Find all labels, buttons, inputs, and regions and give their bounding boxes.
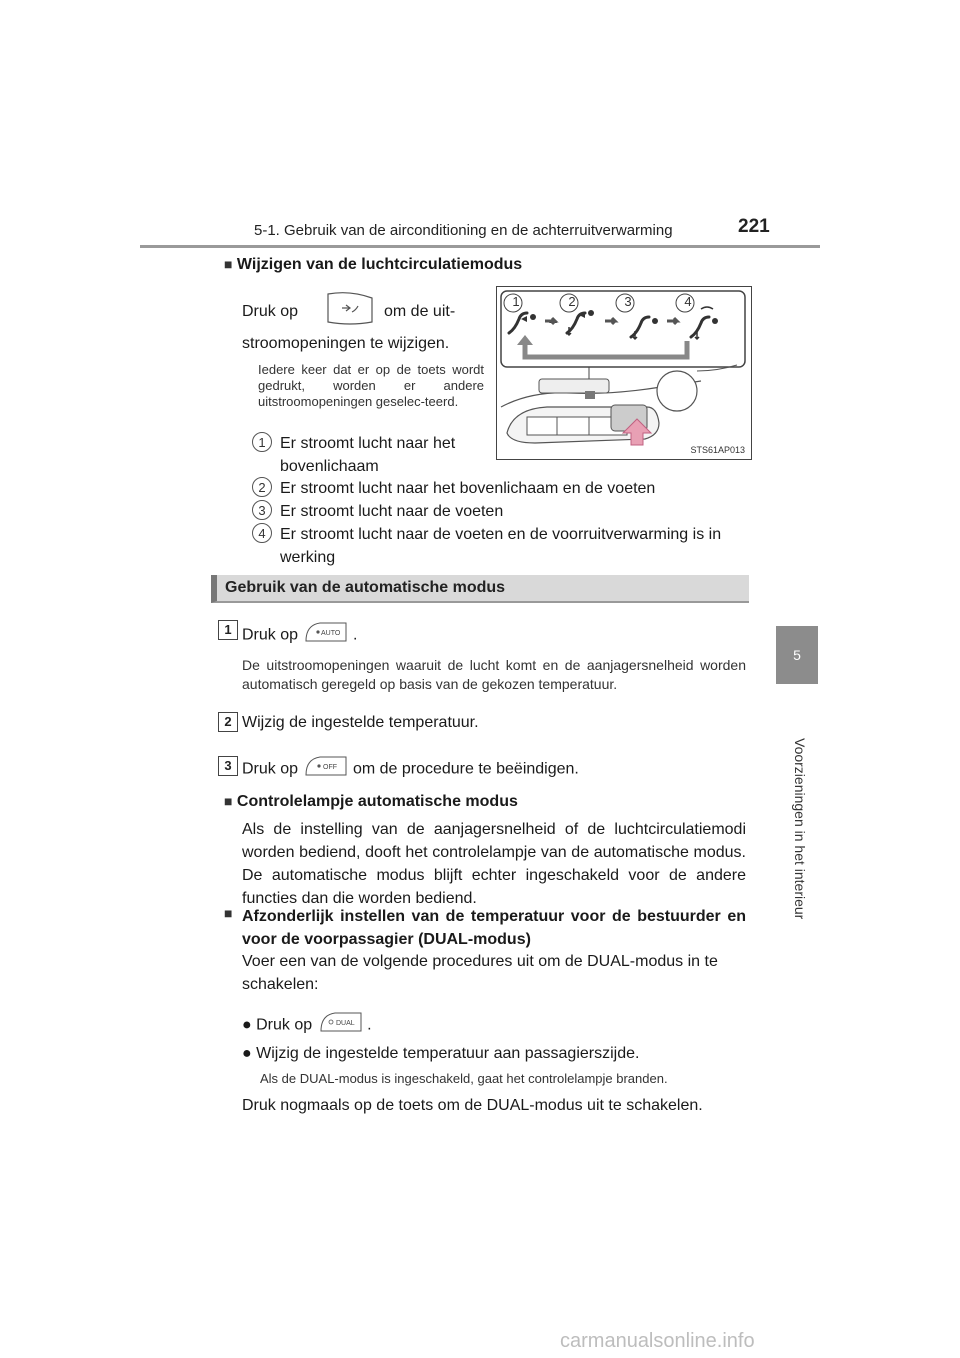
dual-button-icon	[317, 1011, 363, 1040]
dual-intro: Voer een van de volgende procedures uit om de DUAL-modus in te schakelen:	[242, 953, 718, 993]
square-bullet-icon: ■	[224, 793, 233, 809]
figure-label-2: 2	[568, 294, 576, 309]
dual-button-label: DUAL	[335, 1020, 355, 1027]
auto-button-icon	[302, 621, 348, 650]
dot-bullet-icon: ●	[242, 1045, 252, 1062]
auto-section-header	[211, 575, 749, 603]
item-number: 4	[252, 523, 272, 543]
square-bullet-icon: ■	[224, 905, 233, 921]
dual-closing: Druk nogmaals op de toets om de DUAL-modus uit te schakelen.	[242, 1097, 703, 1114]
step-1-row	[242, 621, 357, 650]
step-3-row	[242, 755, 579, 784]
step-3-text-before: Druk op	[242, 760, 299, 778]
dual-heading: Afzonderlijk instellen van de temperatuur voor de bestuurder en voor de voorpassagier (DUAL-modus)	[242, 908, 746, 948]
dual-bullet-2-text: Wijzig de ingestelde temperatuur aan passagierszijde.	[256, 1045, 640, 1062]
airflow-instruction-part1: Druk op	[242, 303, 299, 320]
item-text: Er stroomt lucht naar de voeten	[280, 503, 504, 520]
step-3-text-after: om de procedure te beëindigen.	[352, 760, 579, 778]
page-number: 221	[738, 216, 770, 237]
figure-label-3: 3	[624, 294, 632, 309]
step-number-3: 3	[218, 756, 238, 776]
dual-bullet-1-text-after: .	[367, 1016, 372, 1034]
indicator-text: Als de instelling van de aanjagersnelheid of de luchtcirculatiemodi worden bediend, dooft het controlelampje van de automatische modus. De automatische modus blijft echter ingeschakeld voor de andere functies dan die worden bediend.	[242, 821, 746, 907]
climate-panel-drawing	[497, 287, 750, 458]
airflow-mode-button-icon	[326, 292, 374, 326]
indicator-heading-row	[224, 793, 518, 811]
indicator-heading: Controlelampje automatische modus	[236, 793, 518, 810]
item-number: 3	[252, 500, 272, 520]
chapter-tab: 5	[776, 626, 818, 684]
item-text: Er stroomt lucht naar het bovenlichaam	[280, 435, 456, 475]
figure-id: STS61AP013	[690, 445, 745, 455]
auto-section-title: Gebruik van de automatische modus	[225, 579, 506, 596]
item-number: 1	[252, 432, 272, 452]
step-number-1: 1	[218, 620, 238, 640]
figure-label-4: 4	[684, 294, 692, 309]
airflow-instruction-part2: om de uit-	[384, 303, 456, 320]
step-number-2: 2	[218, 712, 238, 732]
step-2-text: Wijzig de ingestelde temperatuur.	[242, 714, 479, 731]
figure-label-1: 1	[512, 294, 520, 309]
item-text: Er stroomt lucht naar de voeten en de voorruitverwarming is in werking	[280, 526, 722, 566]
square-bullet-icon: ■	[224, 256, 233, 272]
off-button-label: OFF	[323, 764, 338, 771]
item-number: 2	[252, 477, 272, 497]
airflow-instruction-part3: stroomopeningen te wijzigen.	[242, 335, 450, 352]
airflow-note: Iedere keer dat er op de toets wordt gedrukt, worden er andere uitstroomopeningen geselec-teerd.	[258, 362, 484, 409]
footer-watermark: carmanualsonline.info	[560, 1330, 755, 1352]
step-1-note: De uitstroomopeningen waaruit de lucht komt en de aanjagersnelheid worden automatisch geregeld op basis van de gekozen temperatuur.	[242, 657, 746, 692]
dual-bullet-2	[242, 1042, 639, 1065]
airflow-illustration	[496, 286, 752, 460]
airflow-heading-row	[224, 256, 522, 274]
chapter-label: Voorzieningen in het interieur	[792, 738, 808, 920]
item-text: Er stroomt lucht naar het bovenlichaam en de voeten	[280, 480, 656, 497]
dual-note: Als de DUAL-modus is ingeschakeld, gaat het controlelampje branden.	[260, 1071, 668, 1086]
dual-bullet-1	[242, 1011, 372, 1040]
dot-bullet-icon: ●	[242, 1016, 252, 1034]
step-1-text-before: Druk op	[242, 626, 299, 644]
airflow-heading: Wijzigen van de luchtcirculatiemodus	[236, 256, 523, 273]
header-rule	[140, 245, 820, 248]
auto-button-label: AUTO	[321, 630, 341, 637]
step-1-text-after: .	[352, 626, 358, 644]
dual-bullet-1-text-before: Druk op	[256, 1016, 313, 1034]
header-section-title: 5-1. Gebruik van de airconditioning en de achterruitverwarming	[254, 222, 673, 239]
off-button-icon	[302, 755, 348, 784]
